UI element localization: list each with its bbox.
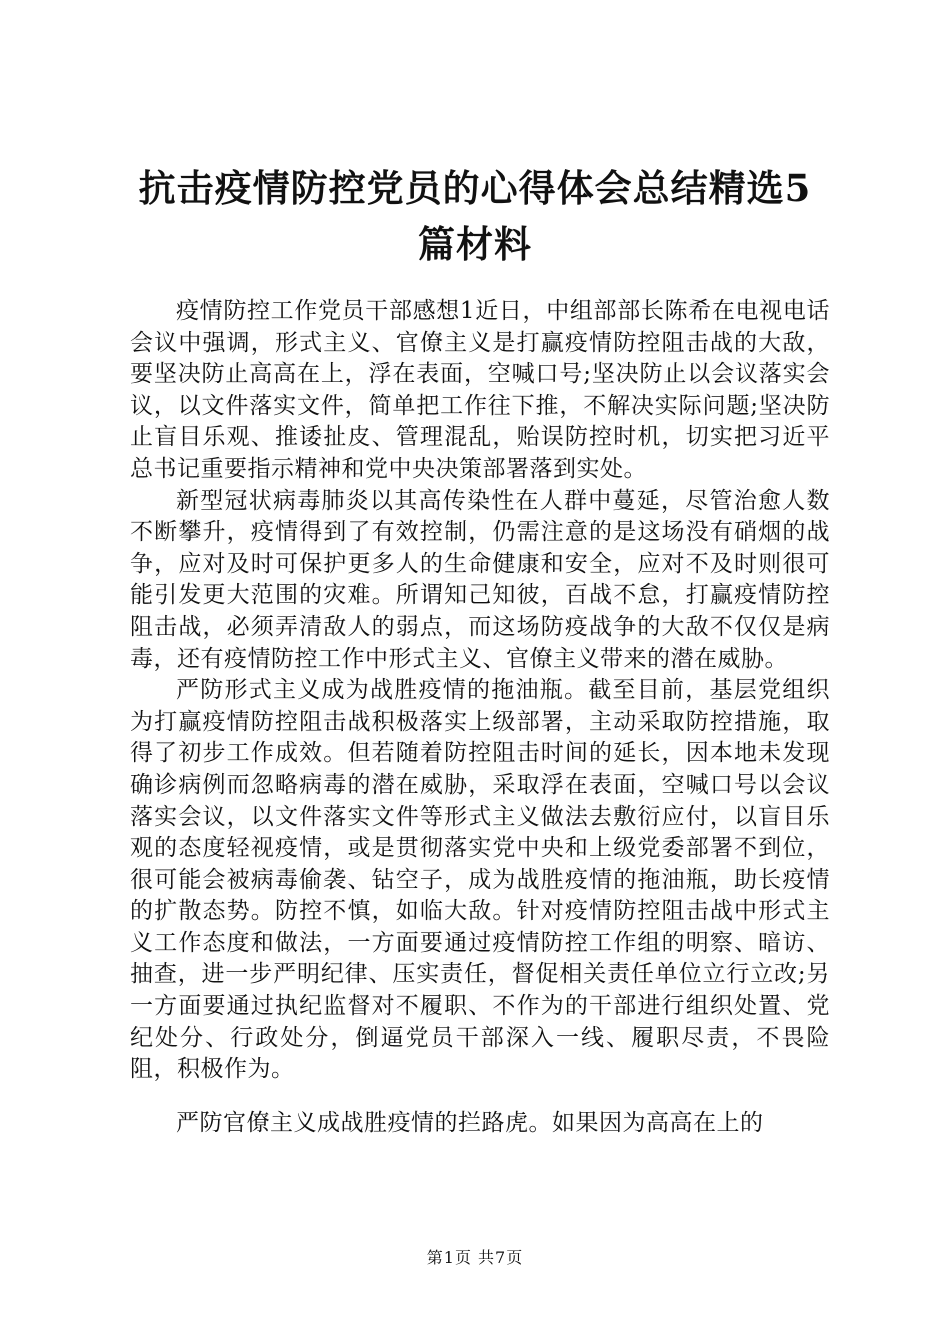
paragraph-1: 疫情防控工作党员干部感想1近日，中组部部长陈希在电视电话会议中强调，形式主义、官僚主义是打赢疫情防控阻击战的大敌，要坚决防止高高在上，浮在表面，空喊口号;坚决防止以会议落实会议，以文件落实文件，简单把工作往下推，不解决实际问题;坚决防止盲目乐观、推诿扯皮、管理混乱，贻误防控时机，切实把习近平总书记重要指示精神和党中央决策部署落到实处。 xyxy=(130,298,830,482)
paragraph-2: 新型冠状病毒肺炎以其高传染性在人群中蔓延，尽管治愈人数不断攀升，疫情得到了有效控制，仍需注意的是这场没有硝烟的战争，应对及时可保护更多人的生命健康和安全，应对不及时则很可能引发更大范围的灾难。所谓知己知彼，百战不怠，打赢疫情防控阻击战，必须弄清敌人的弱点，而这场防疫战争的大敌不仅仅是病毒，还有疫情防控工作中形式主义、官僚主义带来的潜在威胁。 xyxy=(130,487,830,672)
page-footer: 第1页 共7页 xyxy=(426,1248,524,1267)
paragraph-4: 严防官僚主义成战胜疫情的拦路虎。如果因为高高在上的 xyxy=(176,1109,764,1136)
document-title: 抗击疫情防控党员的心得体会总结精选5篇材料 xyxy=(138,166,812,266)
document-body xyxy=(130,296,830,1139)
paragraph-3: 严防形式主义成为战胜疫情的拖油瓶。截至目前，基层党组织为打赢疫情防控阻击战积极落实上级部署，主动采取防控措施，取得了初步工作成效。但若随着防控阻击时间的延长，因本地未发现确诊病例而忽略病毒的潜在威胁，采取浮在表面，空喊口号以会议落实会议，以文件落实文件等形式主义做法去敷衍应付，以盲目乐观的态度轻视疫情，或是贯彻落实党中央和上级党委部署不到位，很可能会被病毒偷袭、钻空子，成为战胜疫情的拖油瓶，助长疫情的扩散态势。防控不慎，如临大敌。针对疫情防控阻击战中形式主义工作态度和做法，一方面要通过疫情防控工作组的明察、暗访、抽查，进一步严明纪律、压实责任，督促相关责任单位立行立改;另一方面要通过执纪监督对不履职、不作为的干部进行组织处置、党纪处分、行政处分，倒逼党员干部深入一线、履职尽责，不畏险阻，积极作为。 xyxy=(130,677,830,1083)
